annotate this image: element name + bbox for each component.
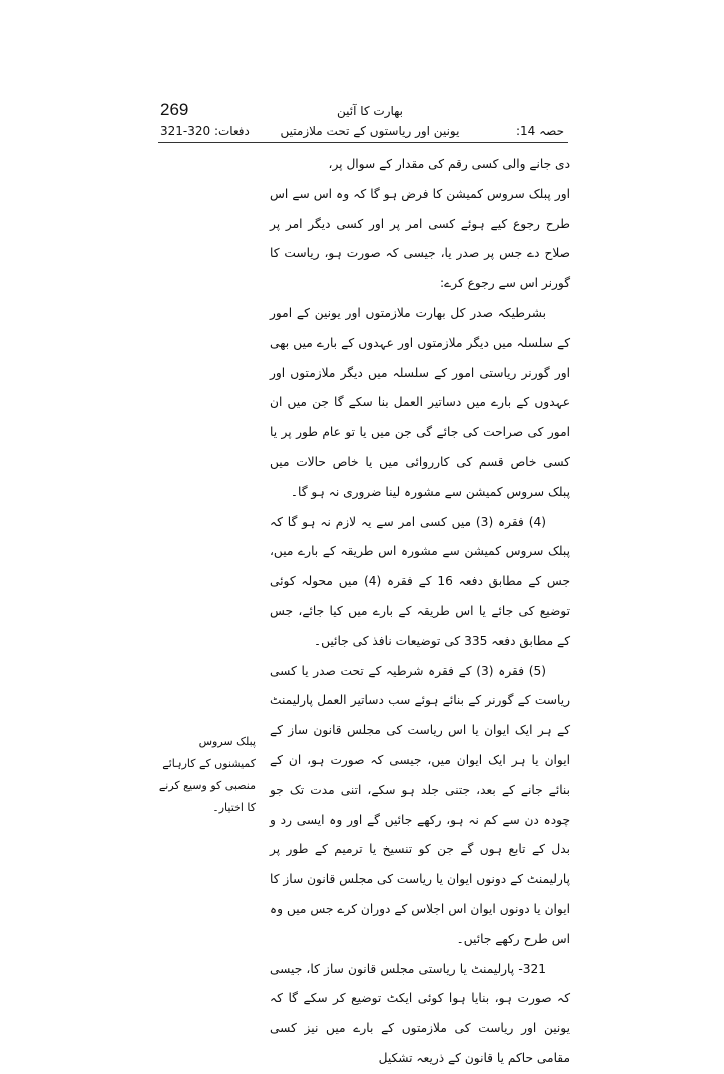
page-number: 269 <box>160 100 189 119</box>
paragraph: اور پبلک سروس کمیشن کا فرض ہو گا کہ وہ اس سے اس طرح رجوع کیے ہوئے کسی امر پر اور کسی دیگر امر پر صلاح دے جس پر صدر یا، جیسی کہ صورت ہو، ریاست کا گورنر اس سے رجوع کرے: <box>270 186 570 291</box>
margin-note: پبلک سروس کمیشنوں کے کارہائے منصبی کو وسیع کرنے کا اختیار۔ <box>158 735 256 814</box>
paragraph: 321- پارلیمنٹ یا ریاستی مجلس قانون ساز کا، جیسی کہ صورت ہو، بنایا ہوا کوئی ایکٹ توضیع کر سکے گا کہ یونین اور ریاست کی ملازمتوں کے بارے میں نیز کسی مقامی حاکم یا قانون کے ذریعہ تشکیل <box>270 961 570 1065</box>
book-title: بھارت کا آئین <box>336 104 404 118</box>
body-text <box>270 150 570 1074</box>
chapter-title: یونین اور ریاستوں کے تحت ملازمتیں <box>280 124 460 138</box>
paragraph: بشرطیکہ صدر کل بھارت ملازمتوں اور یونین کے امور کے سلسلہ میں دیگر ملازمتوں اور عہدوں کے بارے میں بھی اور گورنر ریاستی امور کے سلسلہ میں دیگر ملازمتوں اور عہدوں کے بارے میں دساتیر العمل بنا سکے گا جن میں ان امور کی صراحت کی جائے گی جن میں یا تو عام طور پر یا کسی خاص قسم کی کارروائی میں یا خاص حالات میں پبلک سروس کمیشن سے مشورہ لینا ضروری نہ ہو گا۔ <box>270 305 570 499</box>
part-label: حصہ 14: <box>516 124 564 138</box>
section-range: دفعات: 320-321 <box>160 124 250 138</box>
paragraph: (4) فقرہ (3) میں کسی امر سے یہ لازم نہ ہو گا کہ پبلک سروس کمیشن سے مشورہ اس طریقہ کے بارے میں، جس کے مطابق دفعہ 16 کے فقرہ (4) میں محولہ کوئی توضیع کی جائے یا اس طریقہ کے بارے میں کیا جائے، جس کے مطابق دفعہ 335 کی توضیعات نافذ کی جائیں۔ <box>270 514 570 648</box>
header-divider <box>158 142 568 143</box>
paragraph: دی جانے والی کسی رقم کی مقدار کے سوال پر، <box>328 157 570 171</box>
paragraph: (5) فقرہ (3) کے فقرہ شرطیہ کے تحت صدر یا کسی ریاست کے گورنر کے بنائے ہوئے سب دساتیر العمل پارلیمنٹ کے ہر ایک ایوان یا اس ریاست کی مجلس قانون ساز کے ایوان یا ہر ایک ایوان میں، جیسی کہ صورت ہو، ان کے بنائے جانے کے بعد، جتنی جلد ہو سکے، اتنی مدت تک جو چودہ دن سے کم نہ ہو، رکھے جائیں گے اور وہ ایسی رد و بدل کے تابع ہوں گے جن کو تنسیخ یا ترمیم کے طور پر پارلیمنٹ کے دونوں ایوان یا ریاست کی مجلس قانون ساز کا ایوان یا دونوں ایوان اس اجلاس کے دوران کرے جس میں وہ اس طرح رکھے جائیں۔ <box>270 663 570 946</box>
